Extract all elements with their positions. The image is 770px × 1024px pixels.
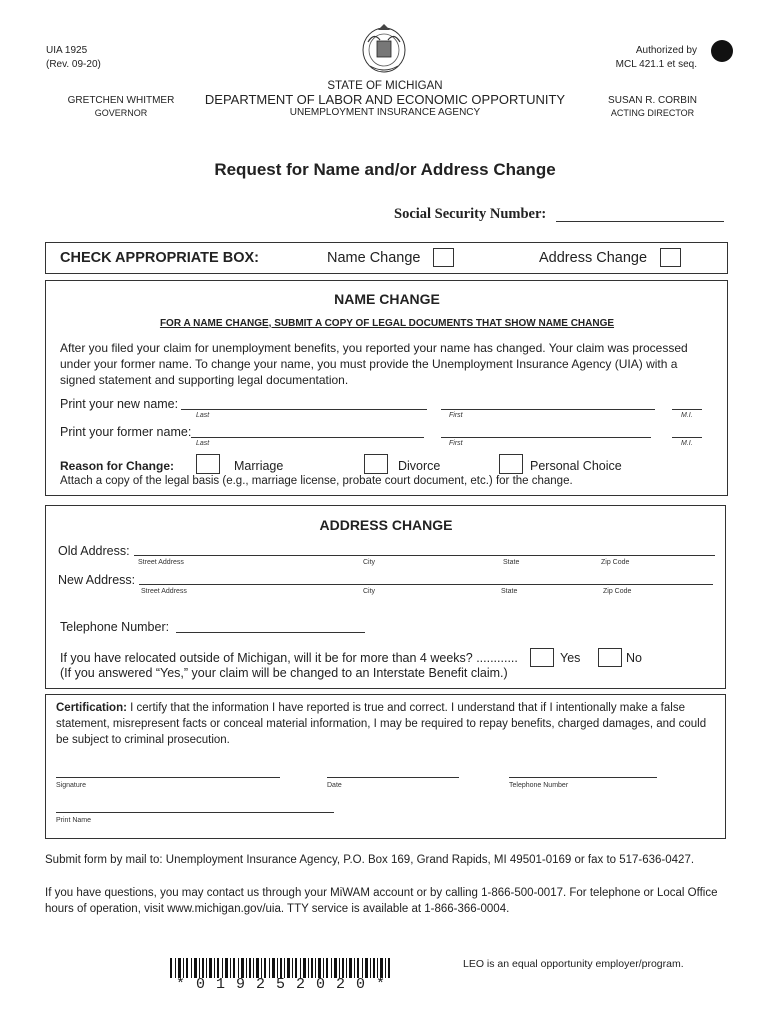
marriage-label: Marriage [234, 459, 284, 473]
reason-label: Reason for Change: [60, 459, 175, 473]
city-caption: City [363, 559, 376, 566]
certification-paragraph [56, 700, 712, 748]
form-number: UIA 1925 [46, 45, 88, 56]
cert-telephone-input[interactable] [509, 777, 657, 778]
form-id [46, 44, 101, 72]
questions: If you have questions, you may contact us through your MiWAM account or by calling 1-866-500-0017. For telephone or Local Office hours of operation, visit www.michigan.gov/uia. TTY service is available at 1-866-366-0004. [45, 887, 718, 915]
address-change-checkbox[interactable] [660, 248, 681, 267]
former-name-mi-input[interactable] [672, 437, 702, 438]
former-name-label: Print your former name: [60, 425, 192, 439]
yes-label: Yes [560, 651, 581, 665]
new-address-label: New Address: [58, 573, 136, 587]
name-change-paragraph: After you filed your claim for unemployment benefits, you reported your name has changed. Your claim was processed under your former name. To change your name, you must provide the Unemployment Insurance Agency (UIA) with a signed statement and supporting legal documentation. [60, 341, 688, 387]
zip-caption: Zip Code [601, 559, 630, 566]
governor-title: GOVERNOR [94, 108, 148, 118]
personal-choice-checkbox[interactable] [499, 454, 523, 474]
new-name-mi-input[interactable] [672, 409, 702, 410]
barcode-number: * 0 1 9 2 5 2 0 2 0 * [175, 976, 387, 993]
divorce-checkbox[interactable] [364, 454, 388, 474]
relocation-question: If you have relocated outside of Michigan, will it be for more than 4 weeks? ............ [60, 651, 518, 665]
name-change-checkbox[interactable] [433, 248, 454, 267]
relocation-note: (If you answered “Yes,” your claim will be changed to an Interstate Benefit claim.) [60, 666, 508, 680]
telephone-caption: Telephone Number [509, 782, 569, 789]
marriage-checkbox[interactable] [196, 454, 220, 474]
barcode-icon [170, 958, 392, 978]
telephone-label: Telephone Number: [60, 620, 170, 634]
new-name-label: Print your new name: [60, 397, 179, 411]
name-change-subheading: FOR A NAME CHANGE, SUBMIT A COPY OF LEGAL DOCUMENTS THAT SHOW NAME CHANGE [159, 318, 615, 329]
director-title: ACTING DIRECTOR [610, 108, 695, 118]
ssn-input[interactable] [556, 221, 724, 222]
name-change-label: Name Change [327, 250, 421, 266]
authority-citation: MCL 421.1 et seq. [615, 59, 697, 70]
divorce-label: Divorce [398, 459, 441, 473]
mi-caption: M.I. [681, 440, 693, 447]
mail-to: Submit form by mail to: Unemployment Insurance Agency, P.O. Box 169, Grand Rapids, MI 49501-0169 or fax to 517-636-0427. [45, 854, 695, 866]
personal-choice-label: Personal Choice [530, 459, 622, 473]
yes-checkbox[interactable] [530, 648, 554, 667]
name-change-heading: NAME CHANGE [334, 291, 440, 307]
city-caption: City [363, 588, 376, 595]
director-name: SUSAN R. CORBIN [608, 95, 697, 106]
address-change-heading: ADDRESS CHANGE [319, 517, 453, 533]
mi-caption: M.I. [681, 412, 693, 419]
new-address-input[interactable] [139, 584, 713, 585]
address-change-label: Address Change [539, 250, 648, 266]
certification-label: Certification: [56, 702, 127, 714]
last-caption: Last [196, 440, 210, 447]
last-caption: Last [196, 412, 210, 419]
new-name-last-input[interactable] [181, 409, 427, 410]
zip-caption: Zip Code [603, 588, 632, 595]
authorized-by: Authorized by [635, 45, 697, 56]
first-caption: First [449, 412, 463, 419]
revision: (Rev. 09-20) [46, 59, 101, 70]
department-name: DEPARTMENT OF LABOR AND ECONOMIC OPPORTUNITY [204, 92, 566, 107]
state-caption: State [503, 559, 520, 566]
old-address-input[interactable] [134, 555, 715, 556]
no-label: No [626, 651, 642, 665]
equal-opportunity-notice: LEO is an equal opportunity employer/program. [463, 958, 684, 970]
print-name-caption: Print Name [56, 817, 92, 824]
check-box-heading: CHECK APPROPRIATE BOX: [60, 250, 259, 266]
first-caption: First [449, 440, 463, 447]
agency-name: UNEMPLOYMENT INSURANCE AGENCY [289, 107, 481, 118]
authority [616, 44, 697, 72]
street-caption: Street Address [138, 559, 184, 566]
state-seal-icon [360, 22, 408, 74]
date-input[interactable] [327, 777, 459, 778]
no-checkbox[interactable] [598, 648, 622, 667]
page-title: Request for Name and/or Address Change [214, 160, 556, 179]
print-name-input[interactable] [56, 812, 334, 813]
signature-caption: Signature [56, 782, 86, 789]
state-name: STATE OF MICHIGAN [327, 80, 443, 92]
signature-input[interactable] [56, 777, 280, 778]
dot-icon [711, 40, 733, 62]
date-caption: Date [327, 782, 342, 789]
governor-name: GRETCHEN WHITMER [67, 95, 175, 106]
ssn-label: Social Security Number: [394, 206, 547, 222]
former-name-first-input[interactable] [441, 437, 651, 438]
former-name-last-input[interactable] [191, 437, 424, 438]
old-address-label: Old Address: [58, 544, 130, 558]
new-name-first-input[interactable] [441, 409, 655, 410]
state-caption: State [501, 588, 518, 595]
street-caption: Street Address [141, 588, 187, 595]
attach-note: Attach a copy of the legal basis (e.g., marriage license, probate court document, etc.) for the change. [60, 475, 573, 487]
telephone-input[interactable] [176, 632, 365, 633]
certification-text: I certify that the information I have reported is true and correct. I understand that if I intentionally make a false statement, misrepresent facts or conceal material information, I may be required to repay benefits, charged damages, and could be subject to criminal prosecution. [56, 702, 707, 746]
